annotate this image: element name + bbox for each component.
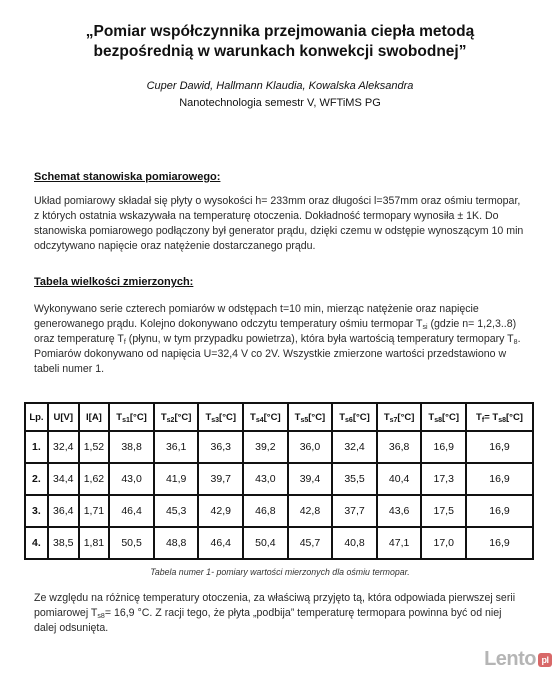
table-header-cell (421, 403, 466, 431)
row-number-cell: 3. (25, 495, 48, 527)
section-paragraph-schema (34, 194, 524, 254)
table-cell: 16,9 (466, 463, 533, 495)
header-sub: s1 (122, 416, 130, 424)
header-main: U[V] (53, 411, 74, 423)
header-sub: s7 (389, 416, 398, 424)
header-main: T (383, 411, 390, 423)
table-cell: 40,4 (377, 463, 422, 495)
table-cell: 16,9 (466, 495, 533, 527)
affiliation: Nanotechnologia semestr V, WFTiMS PG (179, 97, 381, 109)
table-cell: 50,5 (109, 527, 154, 559)
header-tail: [°C] (129, 411, 147, 423)
table-cell: 1,62 (79, 463, 110, 495)
table-cell: 39,2 (243, 431, 288, 463)
table-cell: 47,1 (377, 527, 422, 559)
header-main: T (160, 411, 167, 423)
header-tail: [°C] (174, 411, 192, 423)
table-row (25, 527, 533, 559)
table-intro-a-sub: si (422, 324, 428, 331)
table-header-cell (288, 403, 333, 431)
table-cell: 38,5 (48, 527, 79, 559)
table-cell: 43,6 (377, 495, 422, 527)
table-intro-a: Wykonywano serie czterech pomiarów w odstępach t=10 min, mierząc natężenie oraz napięcie generowanego prądu. Kolejno dokonywano odczytu temperatury ośmiu termopar T (34, 303, 479, 330)
table-cell: 42,8 (288, 495, 333, 527)
table-header-cell (48, 403, 79, 431)
table-intro-d: . Pomiarów dokonywano od napięcia U=32,4 V co 2V. Wszystkie zmierzone wartości przedstawiono w tabeli numer 1. (34, 333, 521, 375)
table-cell: 48,8 (154, 527, 199, 559)
table-row (25, 495, 533, 527)
header-main: T (116, 411, 123, 423)
table-row (25, 463, 533, 495)
table-cell: 42,9 (198, 495, 243, 527)
table-cell: 38,8 (109, 431, 154, 463)
header-tail: = T (484, 411, 499, 423)
lento-watermark-logo (484, 648, 552, 671)
table-header-cell (243, 403, 288, 431)
row-number-cell: 1. (25, 431, 48, 463)
table-cell: 36,3 (198, 431, 243, 463)
table-body (25, 431, 533, 559)
table-header-cell (79, 403, 110, 431)
table-cell: 50,4 (243, 527, 288, 559)
header-main: T (339, 411, 346, 423)
watermark-text: Lento (484, 648, 536, 670)
table-cell: 35,5 (332, 463, 377, 495)
header-tail: [°C] (308, 411, 326, 423)
table-cell: 36,4 (48, 495, 79, 527)
table-cell: 43,0 (243, 463, 288, 495)
header-main: T (294, 411, 301, 423)
table-intro-c-sub: 8 (513, 339, 518, 346)
table-cell: 36,8 (377, 431, 422, 463)
table-header-row (25, 403, 533, 431)
table-intro-b-sub: f (123, 339, 126, 346)
row-number-cell: 2. (25, 463, 48, 495)
header-sub2: s8 (498, 416, 506, 424)
table-cell: 46,8 (243, 495, 288, 527)
table-caption: Tabela numer 1- pomiary wartości mierzonych dla ośmiu termopar. (150, 567, 410, 577)
table-cell: 40,8 (332, 527, 377, 559)
table-cell: 16,9 (466, 431, 533, 463)
document-title (20, 22, 540, 62)
header-tail2: [°C] (505, 411, 523, 423)
title-line-1: „Pomiar współczynnika przejmowania ciepła metodą (85, 23, 475, 40)
table-cell: 32,4 (332, 431, 377, 463)
conclusion-text-b: = 16,9 °C. Z racji tego, że płyta „podbija” temperaturę termopara powinna być od niej dalej odsunięta. (34, 607, 502, 634)
header-tail: [°C] (263, 411, 281, 423)
title-line-2: bezpośrednią w warunkach konwekcji swobodnej” (93, 43, 467, 60)
table-cell: 46,4 (198, 527, 243, 559)
measurements-table (24, 402, 534, 560)
table-cell: 32,4 (48, 431, 79, 463)
section-paragraph-conclusion (34, 591, 524, 636)
table-header-cell (332, 403, 377, 431)
header-sub: s2 (166, 416, 175, 424)
table-cell: 43,0 (109, 463, 154, 495)
table-cell: 41,9 (154, 463, 199, 495)
header-main: Lp. (29, 411, 44, 423)
table-header-cell (198, 403, 243, 431)
table-header-cell (109, 403, 154, 431)
header-main: T (250, 411, 256, 423)
header-tail: [°C] (219, 411, 237, 423)
table-cell: 45,7 (288, 527, 333, 559)
conclusion-sub: s8 (97, 613, 105, 620)
header-tail: [°C] (397, 411, 415, 423)
table-cell: 17,0 (421, 527, 466, 559)
schema-text: Układ pomiarowy składał się płyty o wysokości h= 233mm oraz długości l=357mm oraz ośmiu termopar, z których ostatnia wskazywała na temperaturę otoczenia. Dokładność termopary wynosiła ± 1K. Do stanowiska pomiarowego podłączony był generator prądu, dzięki czemu w odstępie wynoszącym 10 min odczytywano napięcie oraz natężenie dostarczanego prądu. (34, 195, 524, 252)
header-tail: [°C] (442, 411, 460, 423)
conclusion-text-a: Ze względu na różnicę temperatury otoczenia, za właściwą przyjęto tą, która odpowiada pierwszej serii pomiarowej T (34, 592, 516, 619)
table-cell: 39,4 (288, 463, 333, 495)
header-sub: s6 (345, 416, 353, 424)
table-header-cell (466, 403, 533, 431)
header-sub: s3 (211, 416, 220, 424)
section-heading-schema: Schemat stanowiska pomiarowego: (34, 171, 221, 183)
table-cell: 37,7 (332, 495, 377, 527)
table-row (25, 431, 533, 463)
table-intro-c: (płynu, w tym przypadku powietrza), która była wartością temperatury termopary T (125, 333, 514, 345)
table-header-cell (377, 403, 422, 431)
header-sub: f (481, 416, 485, 424)
header-main: T (476, 411, 482, 423)
header-sub: s4 (255, 416, 264, 424)
table-cell: 16,9 (421, 431, 466, 463)
table-cell: 1,52 (79, 431, 110, 463)
table-cell: 34,4 (48, 463, 79, 495)
watermark-badge: pl (538, 653, 552, 667)
table-cell: 17,5 (421, 495, 466, 527)
table-cell: 45,3 (154, 495, 199, 527)
table-cell: 46,4 (109, 495, 154, 527)
table-cell: 39,7 (198, 463, 243, 495)
table-cell: 17,3 (421, 463, 466, 495)
table-cell: 1,81 (79, 527, 110, 559)
header-tail: [°C] (352, 411, 370, 423)
table-cell: 16,9 (466, 527, 533, 559)
header-main: T (428, 411, 435, 423)
header-sub: s8 (434, 416, 443, 424)
section-paragraph-table (34, 302, 524, 377)
table-cell: 36,1 (154, 431, 199, 463)
table-cell: 1,71 (79, 495, 110, 527)
table-intro-b: (gdzie n= 1,2,3..8) oraz temperaturę T (34, 318, 517, 345)
row-number-cell: 4. (25, 527, 48, 559)
header-main: I[A] (86, 411, 102, 423)
header-main: T (205, 411, 212, 423)
table-header-cell (154, 403, 199, 431)
table-header-cell (25, 403, 48, 431)
table-cell: 36,0 (288, 431, 333, 463)
header-sub: s5 (300, 416, 309, 424)
authors: Cuper Dawid, Hallmann Klaudia, Kowalska Aleksandra (146, 80, 414, 92)
section-heading-table: Tabela wielkości zmierzonych: (34, 276, 194, 288)
